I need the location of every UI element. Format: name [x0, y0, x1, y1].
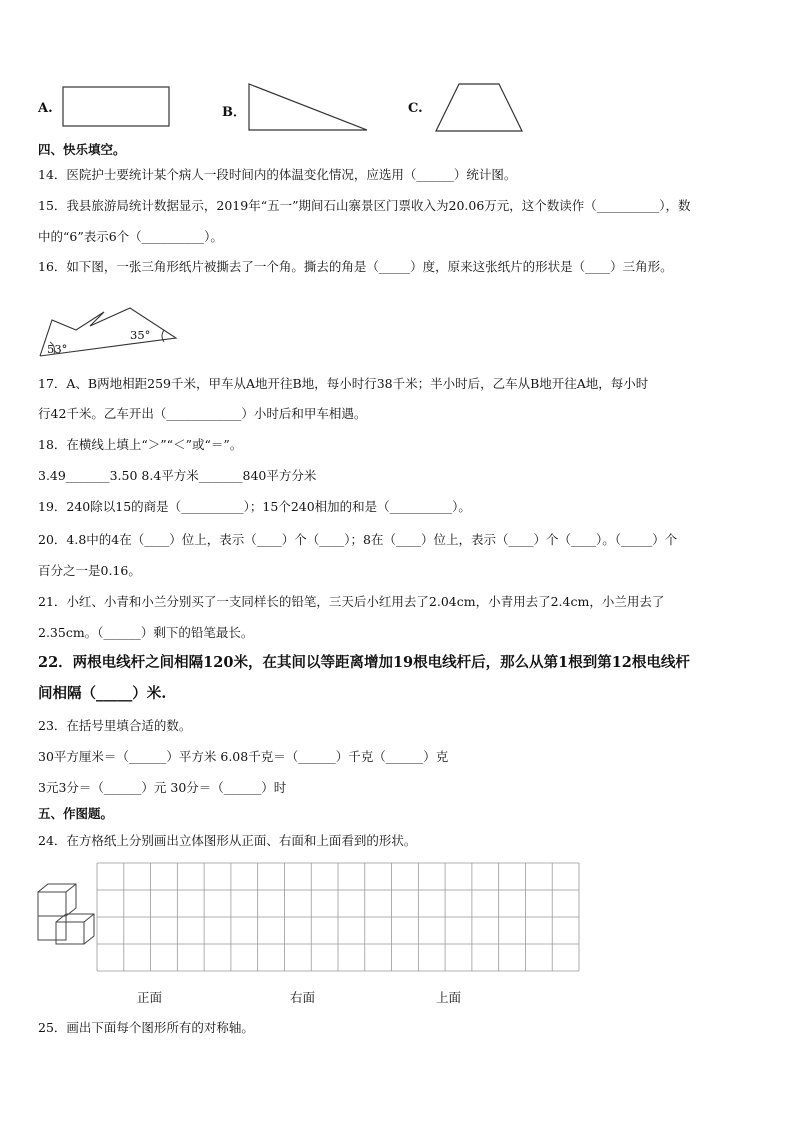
option-b-label: B． [222, 105, 246, 120]
right-view-label: 右面 [290, 990, 316, 1005]
question-15-line-2: 中的“6”表示6个（__________）。 [38, 229, 223, 244]
question-18: 18．在横线上填上“＞”“＜”或“＝”。 [38, 437, 243, 452]
question-21-line-2: 2.35cm。（______）剩下的铅笔最长。 [38, 625, 254, 640]
question-17-line-2: 行42千米。乙车开出（____________）小时后和甲车相遇。 [38, 406, 367, 421]
question-16: 16．如下图，一张三角形纸片被撕去了一个角。撕去的角是（_____）度，原来这张纸片的形状是（____）三角形。 [38, 259, 673, 274]
front-view-label: 正面 [137, 990, 163, 1005]
section-four-heading: 四、快乐填空。 [38, 142, 126, 157]
question-17-line-1: 17．A、B两地相距259千米，甲车从A地开往B地，每小时行38千米；半小时后，乙车从B地开往A地，每小时 [38, 376, 649, 391]
question-23: 23．在括号里填合适的数。 [38, 718, 192, 733]
question-18-items: 3.49_______3.50 8.4平方米_______840平方分米 [38, 468, 317, 483]
section-five-heading: 五、作图题。 [38, 806, 114, 821]
option-c-label: C. [408, 101, 423, 116]
angle-35-label: 35° [130, 328, 151, 342]
grid-paper[interactable] [96, 862, 582, 974]
question-23-row-2: 3元3分＝（______）元 30分＝（______）时 [38, 780, 287, 795]
top-view-label: 上面 [436, 990, 462, 1005]
question-15-line-1: 15．我县旅游局统计数据显示，2019年“五一”期间石山寨景区门票收入为20.06万元，这个数读作（__________），数 [38, 198, 691, 213]
trapezoid-figure [432, 82, 526, 134]
cube-stack-figure [36, 882, 102, 946]
option-a-label: A. [38, 101, 53, 116]
question-20-line-2: 百分之一是0.16。 [38, 563, 141, 578]
question-14: 14．医院护士要统计某个病人一段时间内的体温变化情况，应选用（______）统计图。 [38, 167, 517, 182]
rectangle-figure [62, 86, 172, 128]
angle-53-label: 53° [47, 342, 68, 356]
question-23-row-1: 30平方厘米＝（______）平方米 6.08千克＝（______）千克（______）克 [38, 749, 449, 764]
question-25: 25．画出下面每个图形所有的对称轴。 [38, 1020, 254, 1035]
question-20-line-1: 20．4.8中的4在（____）位上，表示（____）个（____）；8在（____）位上，表示（____）个（____）。（_____）个 [38, 532, 678, 547]
question-22-line-1: 22．两根电线杆之间相隔120米，在其间以等距离增加19根电线杆后，那么从第1根到第12根电线杆 [38, 654, 690, 671]
question-22-line-2: 间相隔（_____）米. [38, 685, 167, 702]
question-24: 24．在方格纸上分别画出立体图形从正面、右面和上面看到的形状。 [38, 833, 417, 848]
question-21-line-1: 21．小红、小青和小兰分别买了一支同样长的铅笔，三天后小红用去了2.04cm，小青用去了2.4cm，小兰用去了 [38, 594, 665, 609]
question-19: 19．240除以15的商是（__________）；15个240相加的和是（__________）。 [38, 499, 471, 514]
right-triangle-figure [246, 82, 370, 134]
